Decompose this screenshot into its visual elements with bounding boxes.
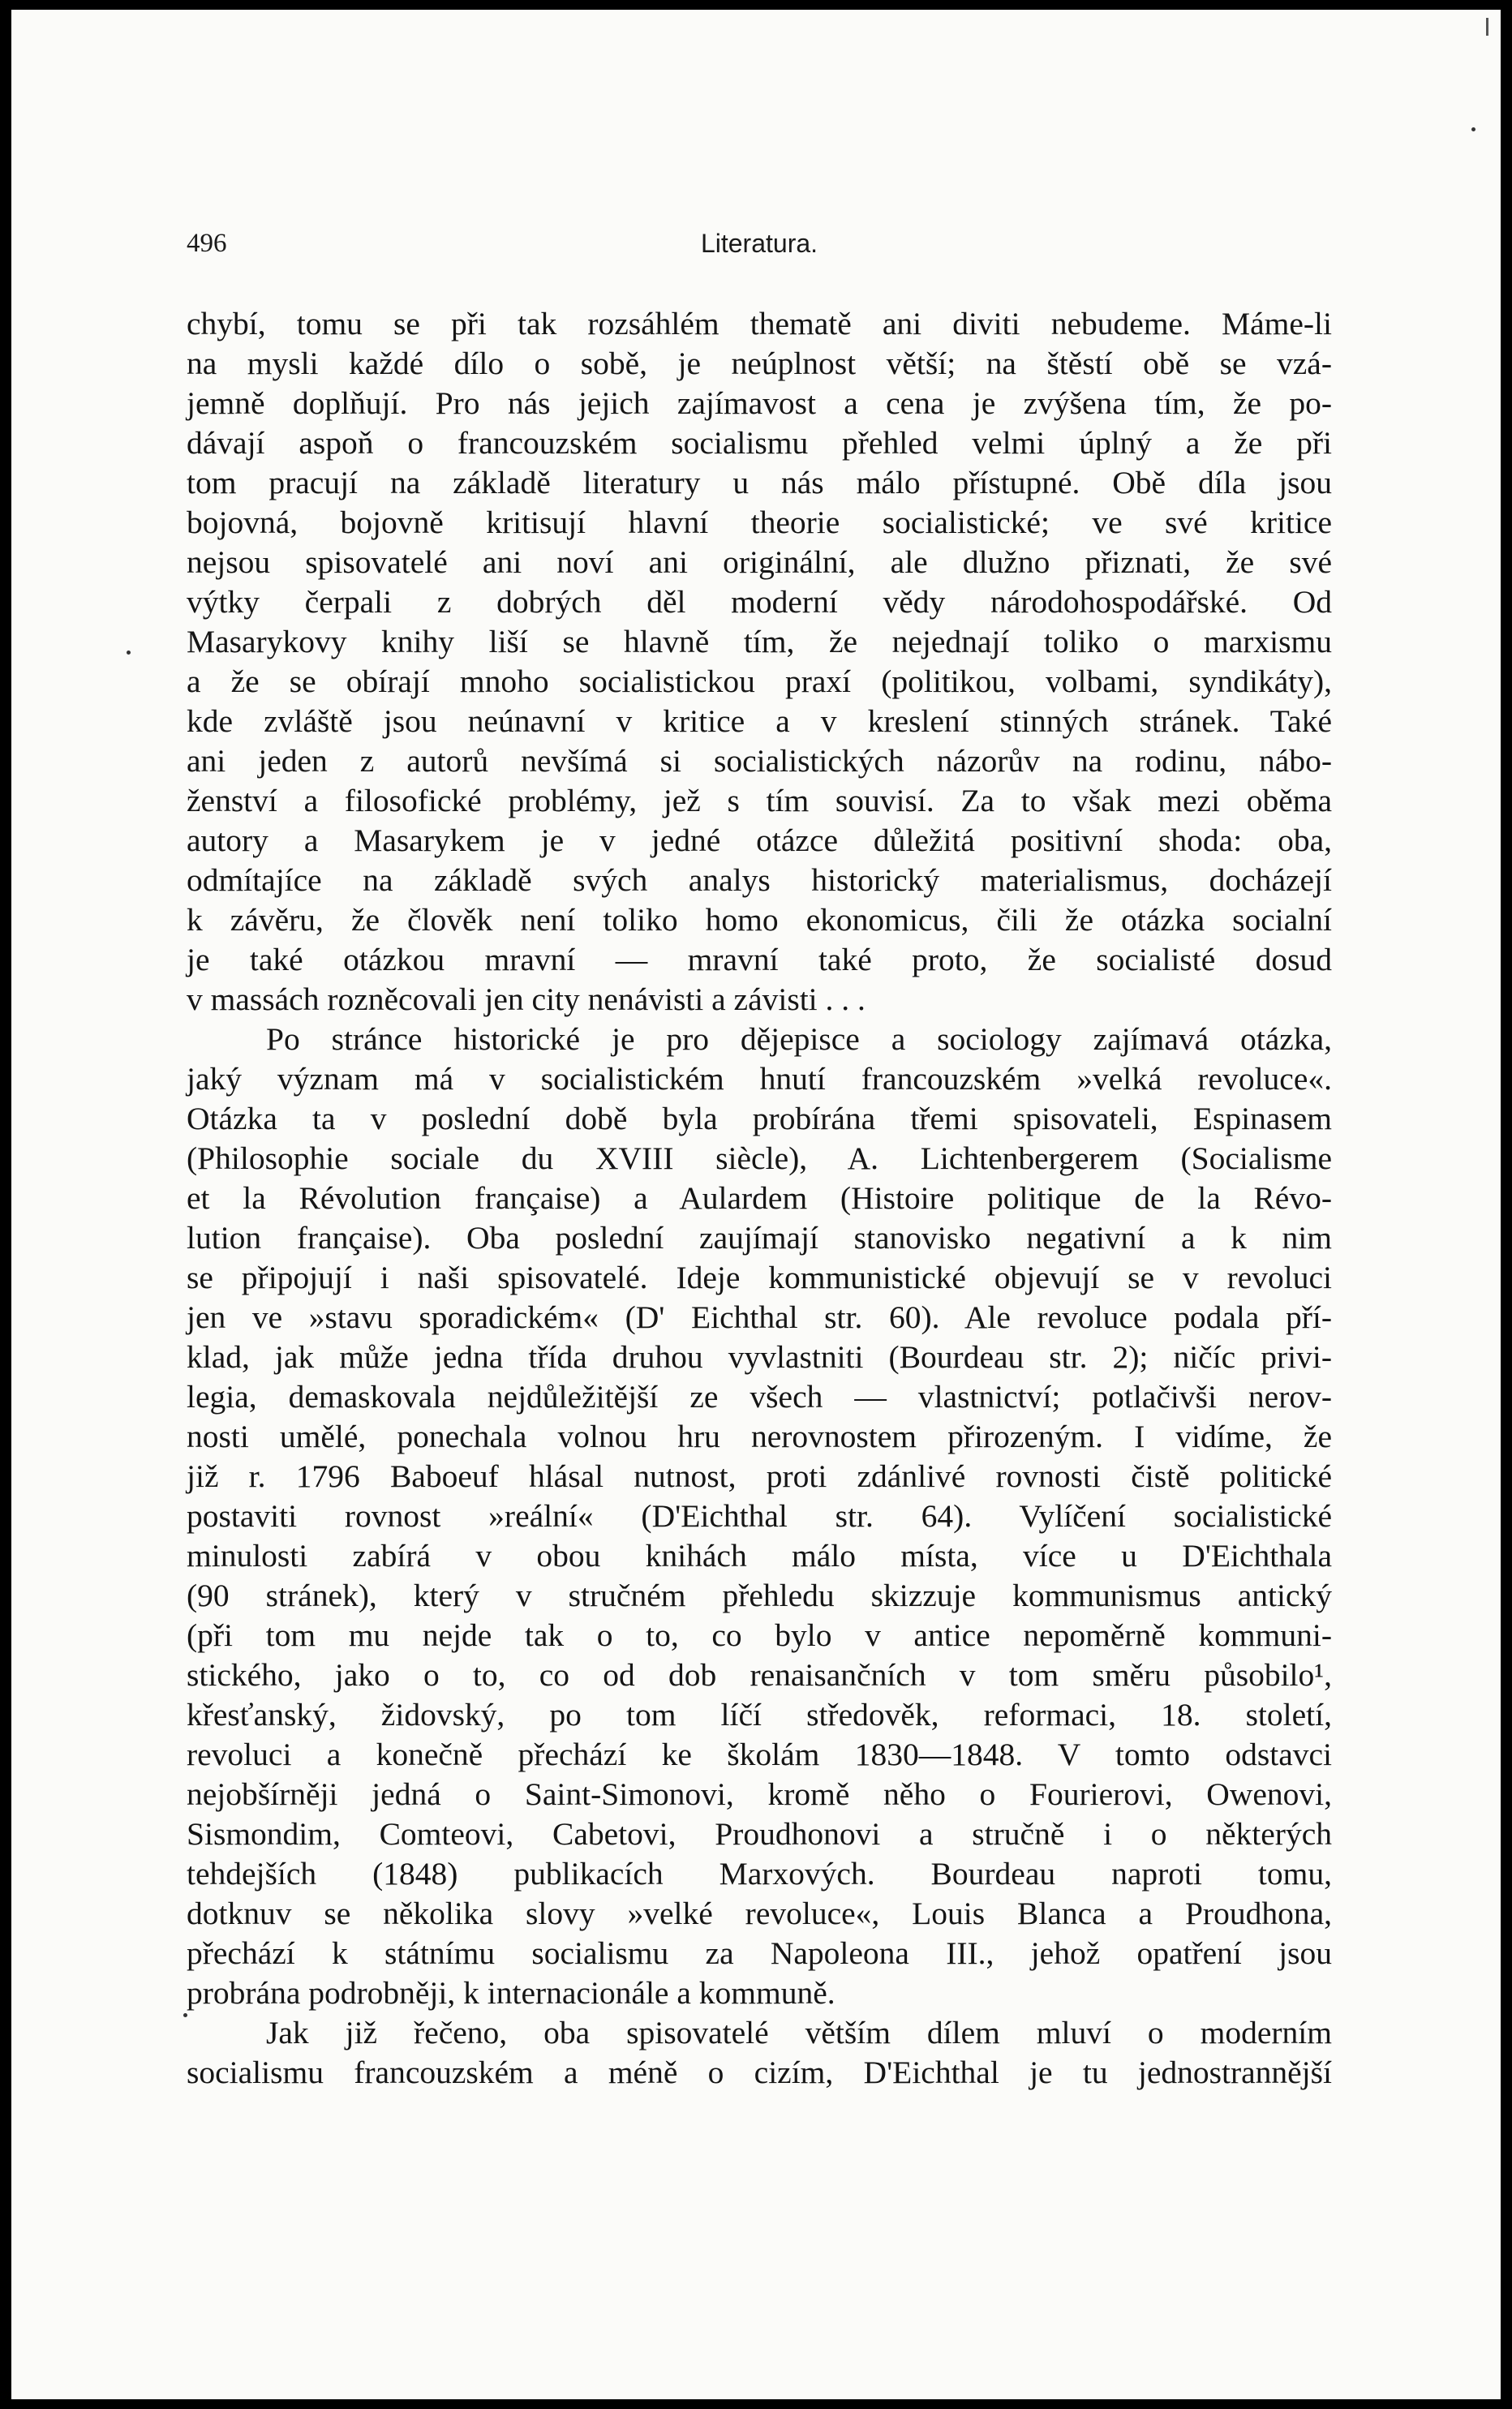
- text-line: legia, demaskovala nejdůležitější ze všech — vlastnictví; potlačivši nerov-: [187, 1379, 1332, 1415]
- paragraph: [187, 304, 1332, 1020]
- text-line: dávají aspoň o francouzském socialismu přehled velmi úplný a že při: [187, 425, 1332, 461]
- text-line: (při tom mu nejde tak o to, co bylo v antice nepoměrně kommuni-: [187, 1617, 1332, 1653]
- text-line: stického, jako o to, co od dob renaisančních v tom směru působilo¹,: [187, 1657, 1332, 1693]
- text-line: odmítajíce na základě svých analys historický materialismus, docházejí: [187, 862, 1332, 898]
- text-line: a že se obírají mnoho socialistickou praxí (politikou, volbami, syndikáty),: [187, 663, 1332, 699]
- text-line: Otázka ta v poslední době byla probírána třemi spisovateli, Espinasem: [187, 1101, 1332, 1136]
- text-line: křesťanský, židovský, po tom líčí středověk, reformaci, 18. století,: [187, 1697, 1332, 1733]
- paragraph: [187, 1020, 1332, 2013]
- text-line: tom pracují na základě literatury u nás málo přístupné. Obě díla jsou: [187, 465, 1332, 500]
- scan-edge-mark: [1486, 18, 1488, 36]
- text-line: revoluci a konečně přechází ke školám 1830—1848. V tomto odstavci: [187, 1737, 1332, 1772]
- text-line: jen ve »stavu sporadickém« (D' Eichthal str. 60). Ale revoluce podala pří-: [187, 1299, 1332, 1335]
- text-line: v massách rozněcovali jen city nenávisti a závisti . . .: [187, 981, 866, 1017]
- text-line: nosti umělé, ponechala volnou hru nerovnostem přirozeným. I vidíme, že: [187, 1419, 1332, 1454]
- text-line: ženství a filosofické problémy, jež s tím souvisí. Za to však mezi oběma: [187, 783, 1332, 818]
- running-title: Literatura.: [700, 229, 818, 258]
- text-line: (90 stránek), který v stručném přehledu skizzuje kommunismus antický: [187, 1578, 1332, 1613]
- text-line: nejsou spisovatelé ani noví ani originální, ale dlužno přiznati, že své: [187, 544, 1332, 580]
- text-line: výtky čerpali z dobrých děl moderní vědy národohospodářské. Od: [187, 584, 1332, 620]
- text-line: lution française). Oba poslední zaujímají stanovisko negativní a k nim: [187, 1220, 1332, 1256]
- text-line: na mysli každé dílo o sobě, je neúplnost větší; na štěstí obě se vzá-: [187, 346, 1332, 381]
- text-line: k závěru, že člověk není toliko homo ekonomicus, čili že otázka socialní: [187, 902, 1332, 938]
- text-line: již r. 1796 Baboeuf hlásal nutnost, proti zdánlivé rovnosti čistě politické: [187, 1458, 1332, 1494]
- text-line: nejobšírněji jedná o Saint-Simonovi, kromě něho o Fourierovi, Owenovi,: [187, 1776, 1332, 1812]
- text-line: dotknuv se několika slovy »velké revoluce«, Louis Blanca a Proudhona,: [187, 1896, 1332, 1931]
- text-line: socialismu francouzském a méně o cizím, D'Eichthal je tu jednostrannější: [187, 2055, 1332, 2090]
- text-line: Masarykovy knihy liší se hlavně tím, že nejednají toliko o marxismu: [187, 624, 1332, 659]
- page-number: 496: [187, 229, 227, 258]
- text-line: minulosti zabírá v obou knihách málo místa, více u D'Eichthala: [187, 1538, 1332, 1574]
- text-line: kde zvláště jsou neúnavní v kritice a v kreslení stinných stránek. Také: [187, 703, 1332, 739]
- text-line: autory a Masarykem je v jedné otázce důležitá positivní shoda: oba,: [187, 822, 1332, 858]
- text-line: probrána podrobněji, k internacionále a kommuně.: [187, 1975, 835, 2011]
- text-line: jemně doplňují. Pro nás jejich zajímavost a cena je zvýšena tím, že po-: [187, 385, 1332, 421]
- scan-speck: [1471, 127, 1475, 131]
- text-line: et la Révolution française) a Aulardem (Histoire politique de la Révo-: [187, 1180, 1332, 1216]
- body-text: [187, 304, 1332, 2093]
- text-line: Sismondim, Comteovi, Cabetovi, Proudhonovi a stručně i o některých: [187, 1816, 1332, 1852]
- paragraph: [187, 2013, 1332, 2093]
- text-line: tehdejších (1848) publikacích Marxových. Bourdeau naproti tomu,: [187, 1856, 1332, 1892]
- text-line: přechází k státnímu socialismu za Napoleona III., jehož opatření jsou: [187, 1935, 1332, 1971]
- text-line: Jak již řečeno, oba spisovatelé větším dílem mluví o moderním: [266, 2015, 1332, 2050]
- text-line: Po stránce historické je pro dějepisce a sociology zajímavá otázka,: [266, 1021, 1332, 1057]
- text-line: se připojují i naši spisovatelé. Ideje kommunistické objevují se v revoluci: [187, 1260, 1332, 1295]
- text-line: jaký význam má v socialistickém hnutí francouzském »velká revoluce«.: [187, 1061, 1332, 1097]
- scan-speck: [127, 651, 131, 655]
- text-line: bojovná, bojovně kritisují hlavní theorie socialistické; ve své kritice: [187, 505, 1332, 540]
- text-line: klad, jak může jedna třída druhou vyvlastniti (Bourdeau str. 2); ničíc privi-: [187, 1339, 1332, 1375]
- text-line: (Philosophie sociale du XVIII siècle), A. Lichtenbergerem (Socialisme: [187, 1140, 1332, 1176]
- page-header: [187, 229, 1332, 269]
- text-line: je také otázkou mravní — mravní také proto, že socialisté dosud: [187, 942, 1332, 977]
- text-line: postaviti rovnost »reální« (D'Eichthal str. 64). Vylíčení socialistické: [187, 1498, 1332, 1534]
- text-line: ani jeden z autorů nevšímá si socialistických názorův na rodinu, nábo-: [187, 743, 1332, 779]
- text-line: chybí, tomu se při tak rozsáhlém thematě ani diviti nebudeme. Máme-li: [187, 306, 1332, 341]
